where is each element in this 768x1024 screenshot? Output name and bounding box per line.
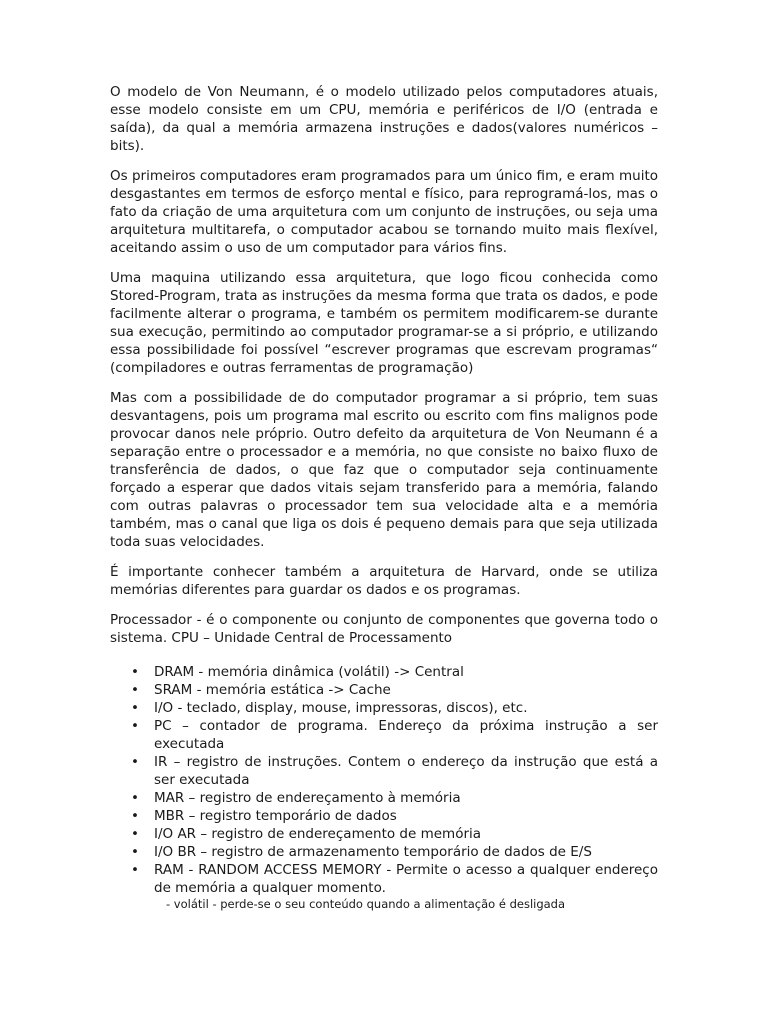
list-item-mbr: [110, 807, 658, 825]
bullet-icon: •: [131, 862, 139, 878]
list-item-text: RAM - RANDOM ACCESS MEMORY - Permite o acesso a qualquer endereço de memória a qualquer momento.: [154, 862, 658, 896]
list-item-text: PC – contador de programa. Endereço da próxima instrução a ser executada: [154, 718, 658, 752]
bullet-icon: •: [131, 754, 139, 770]
bullet-icon: •: [131, 790, 139, 806]
list-item-ir: [110, 753, 658, 789]
bullet-icon: •: [131, 844, 139, 860]
list-item-io: [110, 699, 658, 717]
bullet-icon: •: [131, 700, 139, 716]
paragraph-processor: Processador - é o componente ou conjunto de componentes que governa todo o sistema. CPU – Unidade Central de Processamento: [110, 612, 658, 646]
bullet-icon: •: [131, 718, 139, 734]
document-body: [110, 83, 658, 911]
list-item-text: SRAM - memória estática -> Cache: [154, 682, 391, 698]
list-item-mar: [110, 789, 658, 807]
list-item-text: MBR – registro temporário de dados: [154, 808, 397, 824]
bullet-icon: •: [131, 808, 139, 824]
paragraph-stored-program: Uma maquina utilizando essa arquitetura, que logo ficou conhecida como Stored-Program, trata as instruções da mesma forma que trata os dados, e pode facilmente alterar o programa, e também os permitem modificarem-se durante sua execução, permitindo ao computador programar-se a si próprio, e utilizando essa possibilidade foi possível “escrever programas que escrevam programas“ (compiladores e outras ferramentas de programação): [110, 270, 658, 376]
list-item-text: I/O AR – registro de endereçamento de memória: [154, 826, 482, 842]
ram-volatile-note: - volátil - perde-se o seu conteúdo quando a alimentação é desligada: [166, 897, 566, 911]
list-item-text: MAR – registro de endereçamento à memória: [154, 790, 461, 806]
list-item-text: DRAM - memória dinâmica (volátil) -> Central: [154, 664, 464, 680]
paragraph-disadvantages: Mas com a possibilidade de do computador programar a si próprio, tem suas desvantagens, pois um programa mal escrito ou escrito com fins malignos pode provocar danos nele próprio. Outro defeito da arquitetura de Von Neumann é a separação entre o processador e a memória, no que consiste no baixo fluxo de transferência de dados, o que faz que o computador seja continuamente forçado a esperar que dados vitais sejam transferido para a memória, falando com outras palavras o processador tem sua velocidade alta e a memória também, mas o canal que liga os dois é pequeno demais para que seja utilizada toda suas velocidades.: [110, 390, 658, 550]
bullet-icon: •: [131, 826, 139, 842]
list-item-io-br: [110, 843, 658, 861]
list-item-sram: [110, 681, 658, 699]
list-item-ram: [110, 861, 658, 897]
list-item-pc: [110, 717, 658, 753]
bullet-icon: •: [131, 682, 139, 698]
paragraph-harvard: É importante conhecer também a arquitetura de Harvard, onde se utiliza memórias diferentes para guardar os dados e os programas.: [110, 564, 658, 598]
list-item-io-ar: [110, 825, 658, 843]
component-list: [110, 663, 658, 897]
list-item-dram: [110, 663, 658, 681]
bullet-icon: •: [131, 664, 139, 680]
list-item-text: IR – registro de instruções. Contem o endereço da instrução que está a ser executada: [154, 754, 658, 788]
paragraph-first-computers: Os primeiros computadores eram programados para um único fim, e eram muito desgastantes em termos de esforço mental e físico, para reprogramá-los, mas o fato da criação de uma arquitetura com um conjunto de instruções, ou seja uma arquitetura multitarefa, o computador acabou se tornando muito mais flexível, aceitando assim o uso de um computador para vários fins.: [110, 168, 658, 256]
list-item-text: I/O BR – registro de armazenamento temporário de dados de E/S: [154, 844, 592, 860]
paragraph-von-neumann-model: O modelo de Von Neumann, é o modelo utilizado pelos computadores atuais, esse modelo consiste em um CPU, memória e periféricos de I/O (entrada e saída), da qual a memória armazena instruções e dados(valores numéricos – bits).: [110, 84, 658, 154]
list-item-text: I/O - teclado, display, mouse, impressoras, discos), etc.: [154, 700, 528, 716]
